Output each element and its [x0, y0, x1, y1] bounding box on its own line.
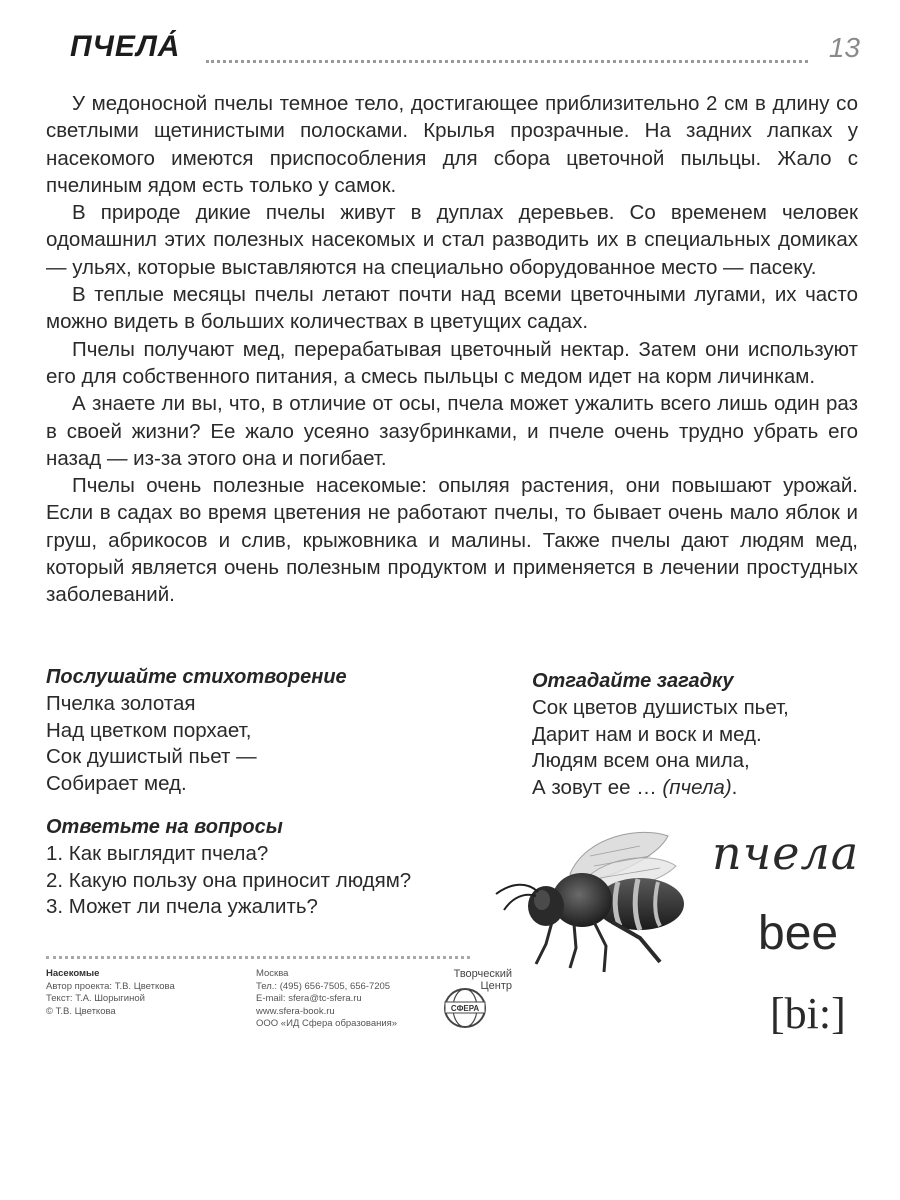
sfera-logo-icon — [442, 986, 488, 1030]
riddle-line: Дарит нам и воск и мед. — [532, 722, 762, 746]
riddle-line-prefix: А зовут ее … — [532, 775, 663, 799]
paragraph: В теплые месяцы пчелы летают почти над всеми цветочными лугами, их часто можно видеть в больших количествах в цветущих садах. — [46, 283, 858, 334]
riddle-line: Людям всем она мила, — [532, 749, 750, 773]
footer-dotted-divider — [46, 956, 470, 959]
imprint-line: Москва — [256, 968, 289, 979]
imprint-line: Текст: Т.А. Шорыгиной — [46, 993, 145, 1004]
question-list — [46, 841, 506, 921]
poem-line: Сок душистый пьет — — [46, 745, 257, 769]
riddle-section — [532, 670, 872, 801]
questions-heading: Ответьте на вопросы — [46, 816, 283, 838]
transcription: [bi:] — [770, 989, 846, 1038]
poem-section — [46, 666, 446, 797]
question-item: 3. Может ли пчела ужалить? — [46, 895, 318, 919]
bee-illustration — [490, 826, 700, 976]
imprint-line: Тел.: (495) 656-7505, 656-7205 — [256, 980, 391, 992]
page-title: ПЧЕЛА́ — [70, 30, 181, 63]
publisher-name: Творческий Центр — [453, 968, 512, 992]
imprint-line: © Т.В. Цветкова — [46, 1005, 116, 1017]
english-word: bee — [758, 907, 839, 960]
paragraph: Пчелы очень полезные насекомые: опыляя растения, они повышают урожай. Если в садах во время цветения не работают пчелы, то бывает очень мало яблок и груш, абрикосов и слив, крыжовника и малины. Также пчелы дают людям мед, который является очень полезным продуктом и применяется в лечении простудных заболеваний. — [46, 474, 858, 607]
publisher-logo — [440, 968, 530, 1032]
riddle-line-suffix: . — [731, 775, 738, 799]
poem-heading: Послушайте стихотворение — [46, 666, 347, 688]
imprint-left — [46, 968, 246, 1018]
riddle-heading: Отгадайте загадку — [532, 670, 734, 692]
question-item: 1. Как выглядит пчела? — [46, 842, 269, 865]
page-header — [70, 30, 860, 74]
question-item: 2. Какую пользу она приносит людям? — [46, 868, 412, 892]
poem-line: Над цветком порхает, — [46, 718, 252, 742]
poem-line: Пчелка золотая — [46, 692, 196, 715]
header-dotted-leader — [206, 60, 808, 63]
riddle-line: Сок цветов душистых пьет, — [532, 696, 789, 719]
imprint-line: Автор проекта: Т.В. Цветкова — [46, 980, 175, 992]
paragraph: Пчелы получают мед, перерабатывая цветочный нектар. Затем они используют его для собственного питания, а смесь пыльцы с медом идет на корм личинкам. — [46, 337, 858, 388]
page-number: 13 — [828, 32, 860, 63]
cursive-word: пчела — [712, 826, 860, 880]
poem-line: Собирает мед. — [46, 771, 187, 795]
paragraph: А знаете ли вы, что, в отличие от осы, пчела может ужалить всего лишь один раз в своей жизни? Ее жало усеяно зазубринками, и пчеле очень трудно убрать его назад — из-за этого она и погибает. — [46, 392, 858, 470]
imprint-middle — [256, 968, 436, 1031]
imprint-line: Насекомые — [46, 968, 100, 979]
paragraph: У медоносной пчелы темное тело, достигающее приблизительно 2 см в длину со светлыми щетинистыми полосками. Крылья прозрачные. На задних лапках у насекомого имеются приспособления для сбора цветочной пыльцы. Жало с пчелиным ядом есть только у самок. — [46, 92, 858, 197]
publisher-badge-text: СФЕРА — [450, 1004, 480, 1013]
imprint-line: www.sfera-book.ru — [256, 1005, 335, 1017]
riddle-answer: (пчела) — [662, 775, 732, 799]
paragraph: В природе дикие пчелы живут в дуплах деревьев. Со временем человек одомашнил этих полезных насекомых и стал разводить их в специальных домиках — ульях, которые выставляются на специально оборудованное место — пасеку. — [46, 201, 858, 279]
imprint-line: E-mail: sfera@tc-sfera.ru — [256, 993, 362, 1004]
article-body — [46, 90, 858, 609]
questions-section — [46, 816, 506, 921]
riddle-last-line — [532, 775, 872, 802]
imprint-line: ООО «ИД Сфера образования» — [256, 1018, 398, 1029]
